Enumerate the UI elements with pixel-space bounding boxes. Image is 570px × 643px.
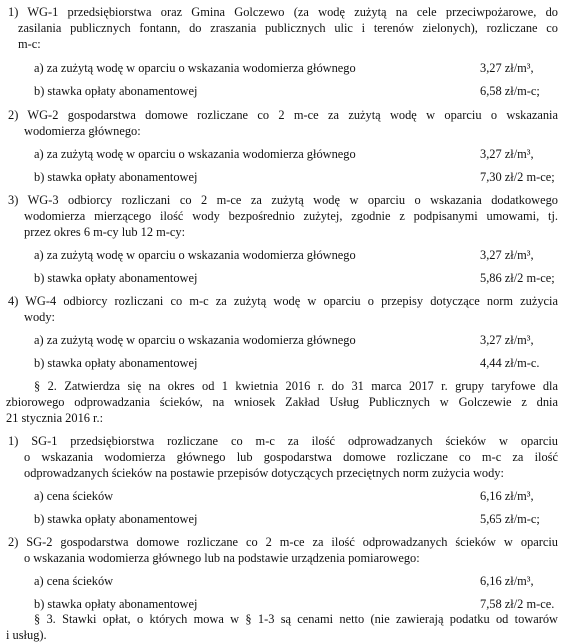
wg3-b-value: 5,86 zł/2 m-ce; <box>480 271 555 285</box>
sg1-b-label: b) stawka opłaty abonamentowej <box>34 512 198 526</box>
sg2-a-label: a) cena ścieków <box>34 574 114 588</box>
wg1-line-2: zasilania publicznych fontann, do zraszania publicznych ulic i terenów zielonych), rozliczane co <box>18 21 558 35</box>
wg3-line-3: przez okres 6 m-cy lub 12 m-cy: <box>24 225 186 239</box>
section3-line-2: i usług). <box>6 628 47 642</box>
wg3-line-1: 3) WG-3 odbiorcy rozliczani co 2 m-ce za zużytą wodę w oparciu o wskazania dodatkowego <box>8 193 558 207</box>
wg3-a-label: a) za zużytą wodę w oparciu o wskazania wodomierza głównego <box>34 248 356 262</box>
sg2-a-value: 6,16 zł/m³, <box>480 574 534 588</box>
wg4-line-1: 4) WG-4 odbiorcy rozliczani co m-c za zużytą wodę w oparciu o przepisy dotyczące norm zużycia <box>8 294 558 308</box>
wg1-line-1: 1) WG-1 przedsiębiorstwa oraz Gmina Golczewo (za wodę zużytą na cele przeciwpożarowe, do <box>8 5 558 19</box>
wg3-b-label: b) stawka opłaty abonamentowej <box>34 271 198 285</box>
wg1-b-label: b) stawka opłaty abonamentowej <box>34 84 198 98</box>
sg2-line-1: 2) SG-2 gospodarstwa domowe rozliczane co 2 m-ce za ilość odprowadzanych ścieków w oparciu <box>8 535 558 549</box>
wg1-a-label: a) za zużytą wodę w oparciu o wskazania wodomierza głównego <box>34 61 356 75</box>
sg1-a-value: 6,16 zł/m³, <box>480 489 534 503</box>
wg2-line-2: wodomierza głównego: <box>24 124 141 138</box>
wg3-a-value: 3,27 zł/m³, <box>480 248 534 262</box>
wg4-a-label: a) za zużytą wodę w oparciu o wskazania wodomierza głównego <box>34 333 356 347</box>
wg2-a-value: 3,27 zł/m³, <box>480 147 534 161</box>
sg1-b-value: 5,65 zł/m-c; <box>480 512 540 526</box>
wg1-b-value: 6,58 zł/m-c; <box>480 84 540 98</box>
section2-line-2: zbiorowego odprowadzania ścieków, na wniosek Zakład Usług Publicznych w Golczewie z dnia <box>6 395 558 409</box>
sg1-line-3: odprowadzanych ścieków na postawie przepisów dotyczących przeciętnych norm zużycia wody: <box>24 466 504 480</box>
wg4-b-label: b) stawka opłaty abonamentowej <box>34 356 198 370</box>
sg1-a-label: a) cena ścieków <box>34 489 114 503</box>
wg2-line-1: 2) WG-2 gospodarstwa domowe rozliczane co 2 m-ce za zużytą wodę w oparciu o wskazania <box>8 108 558 122</box>
wg1-a-value: 3,27 zł/m³, <box>480 61 534 75</box>
wg2-a-label: a) za zużytą wodę w oparciu o wskazania wodomierza głównego <box>34 147 356 161</box>
wg2-b-value: 7,30 zł/2 m-ce; <box>480 170 555 184</box>
sg1-line-1: 1) SG-1 przedsiębiorstwa rozliczane co m-c za ilość odprowadzanych ścieków w oparciu <box>8 434 558 448</box>
wg4-a-value: 3,27 zł/m³, <box>480 333 534 347</box>
sg2-line-2: o wskazania wodomierza głównego lub na podstawie urządzenia pomiarowego: <box>24 551 420 565</box>
wg4-line-2: wody: <box>24 310 55 324</box>
sg1-line-2: o wskazania wodomierza głównego lub gospodarstwa domowe rozliczane co m-c za ilość <box>24 450 558 464</box>
sg2-b-value: 7,58 zł/2 m-ce. <box>480 597 555 611</box>
wg1-line-3: m-c: <box>18 37 41 51</box>
section2-line-1: § 2. Zatwierdza się na okres od 1 kwietnia 2016 r. do 31 marca 2017 r. grupy taryfowe dla <box>34 379 558 393</box>
section3-line-1: § 3. Stawki opłat, o których mowa w § 1-3 są cenami netto (nie zawierają podatku od towarów <box>34 612 558 626</box>
wg3-line-2: wodomierza mierzącego ilość wody bezpośrednio zużytej, zgodnie z podpisanymi umowami, tj. <box>24 209 558 223</box>
wg2-b-label: b) stawka opłaty abonamentowej <box>34 170 198 184</box>
section2-line-3: 21 stycznia 2016 r.: <box>6 411 104 425</box>
sg2-b-label: b) stawka opłaty abonamentowej <box>34 597 198 611</box>
wg4-b-value: 4,44 zł/m-c. <box>480 356 540 370</box>
